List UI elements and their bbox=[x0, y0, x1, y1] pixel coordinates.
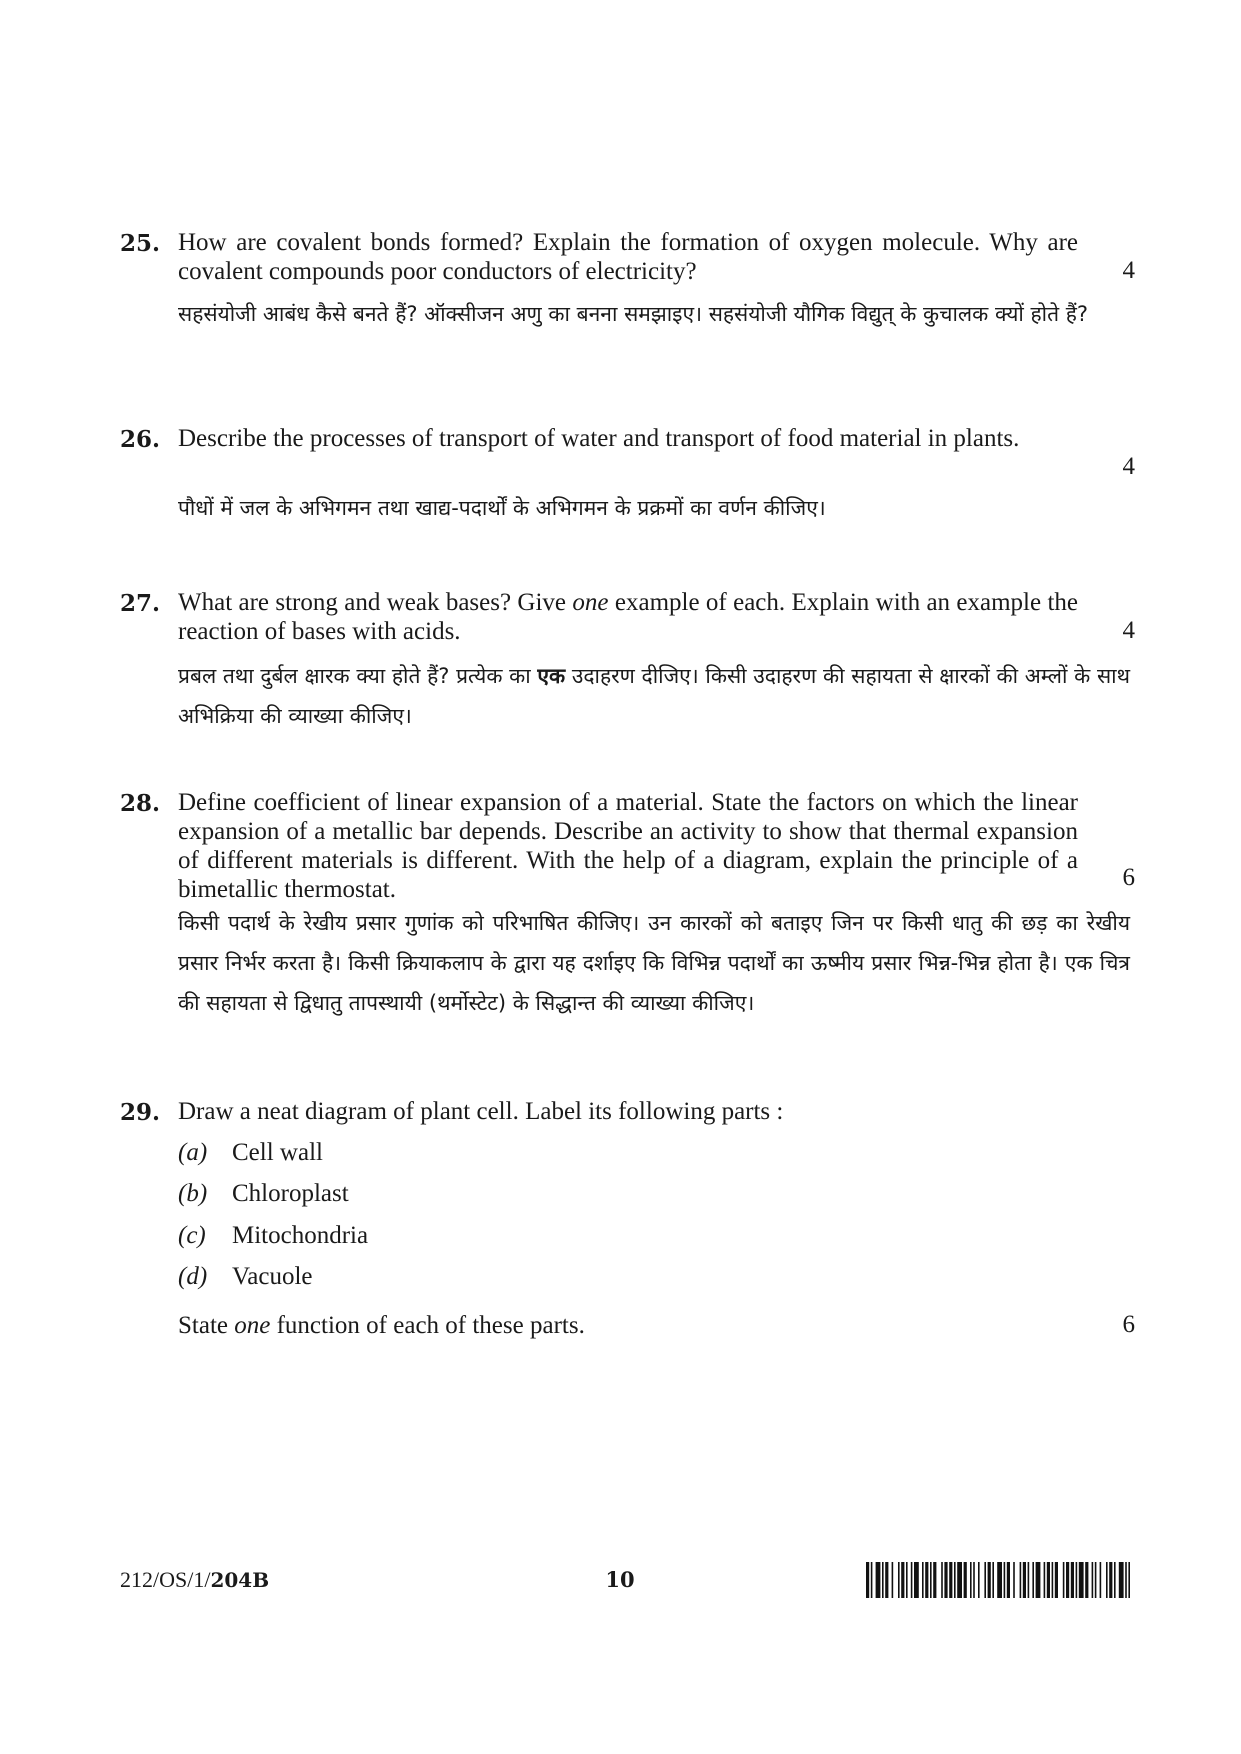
question-text-english: Define coefficient of linear expansion of a material. State the factors on which the linear expansion of a metallic bar depends. Describe an activity to show that thermal expansion of different materials is different. With the help of a diagram, explain the principle of a bimetallic thermostat. bbox=[178, 789, 1078, 903]
instruction-text bbox=[178, 1311, 1078, 1340]
question-text-english: How are covalent bonds formed? Explain the formation of oxygen molecule. Why are covalent compounds poor conductors of electricity? bbox=[178, 229, 1078, 285]
marks: 4 bbox=[1122, 617, 1135, 644]
question-number: 25. bbox=[120, 230, 161, 257]
marks: 4 bbox=[1122, 453, 1135, 480]
item-text: Chloroplast bbox=[232, 1180, 349, 1207]
question-text-hindi: किसी पदार्थ के रेखीय प्रसार गुणांक को परिभाषित कीजिए। उन कारकों को बताइए जिन पर किसी धातु की छड़ का रेखीय प्रसार निर्भर करता है। किसी क्रियाकलाप के द्वारा यह दर्शाइए कि विभिन्न पदार्थों का ऊष्मीय प्रसार भिन्न-भिन्न होता है। एक चित्र की सहायता से द्विधातु तापस्थायी (थर्मोस्टेट) के सिद्धान्त की व्याख्या कीजिए। bbox=[178, 911, 1130, 1015]
text-run: प्रबल तथा दुर्बल क्षारक क्या होते हैं? प्रत्येक का bbox=[178, 664, 538, 688]
question-number: 27. bbox=[120, 590, 161, 617]
question-text-hindi: सहसंयोजी आबंध कैसे बनते हैं? ऑक्सीजन अणु का बनना समझाइए। सहसंयोजी यौगिक विद्युत् के कुचालक क्यों होते हैं? bbox=[178, 302, 1089, 326]
item-label: (c) bbox=[178, 1222, 206, 1249]
marks: 6 bbox=[1122, 864, 1135, 891]
item-label: (d) bbox=[178, 1263, 208, 1290]
question-text-english: Describe the processes of transport of water and transport of food material in plants. bbox=[178, 425, 1020, 452]
item-label: (b) bbox=[178, 1180, 208, 1207]
emphasis: one bbox=[234, 1312, 271, 1339]
text-run: What are strong and weak bases? Give bbox=[178, 589, 573, 616]
page-number: 10 bbox=[605, 1567, 635, 1592]
list-item bbox=[178, 1139, 778, 1167]
text-run: उदाहरण दीजिए। किसी उदाहरण की सहायता से क्षारकों की अम्लों के साथ अभिक्रिया की व्याख्या कीजिए। bbox=[178, 664, 1130, 728]
barcode-icon bbox=[866, 1562, 1130, 1598]
item-label: (a) bbox=[178, 1139, 208, 1166]
question-text-hindi: पौधों में जल के अभिगमन तथा खाद्य-पदार्थों के अभिगमन के प्रक्रमों का वर्णन कीजिए। bbox=[178, 496, 826, 520]
question-text-english: Draw a neat diagram of plant cell. Label its following parts : bbox=[178, 1098, 784, 1125]
list-item bbox=[178, 1180, 778, 1208]
text-run: function of each of these parts. bbox=[270, 1312, 585, 1339]
text-run: example of each. Explain with an example the reaction of bases with acids. bbox=[178, 589, 1078, 645]
list-item bbox=[178, 1263, 778, 1291]
question-number: 26. bbox=[120, 426, 161, 453]
emphasis: एक bbox=[537, 664, 566, 688]
marks: 6 bbox=[1122, 1311, 1135, 1338]
item-text: Mitochondria bbox=[232, 1222, 369, 1249]
marks: 4 bbox=[1122, 257, 1135, 284]
item-text: Vacuole bbox=[232, 1263, 313, 1290]
text-run: State bbox=[178, 1312, 235, 1339]
list-item bbox=[178, 1222, 778, 1250]
question-number: 28. bbox=[120, 790, 161, 817]
question-text-english bbox=[178, 588, 1078, 646]
paper-code-prefix: 212/OS/1/ bbox=[120, 1567, 211, 1592]
emphasis: one bbox=[572, 589, 609, 616]
paper-code-bold: 204B bbox=[210, 1568, 270, 1592]
question-number: 29. bbox=[120, 1099, 161, 1126]
paper-code bbox=[120, 1567, 269, 1593]
item-text: Cell wall bbox=[232, 1139, 323, 1166]
question-text-hindi bbox=[178, 656, 1130, 736]
